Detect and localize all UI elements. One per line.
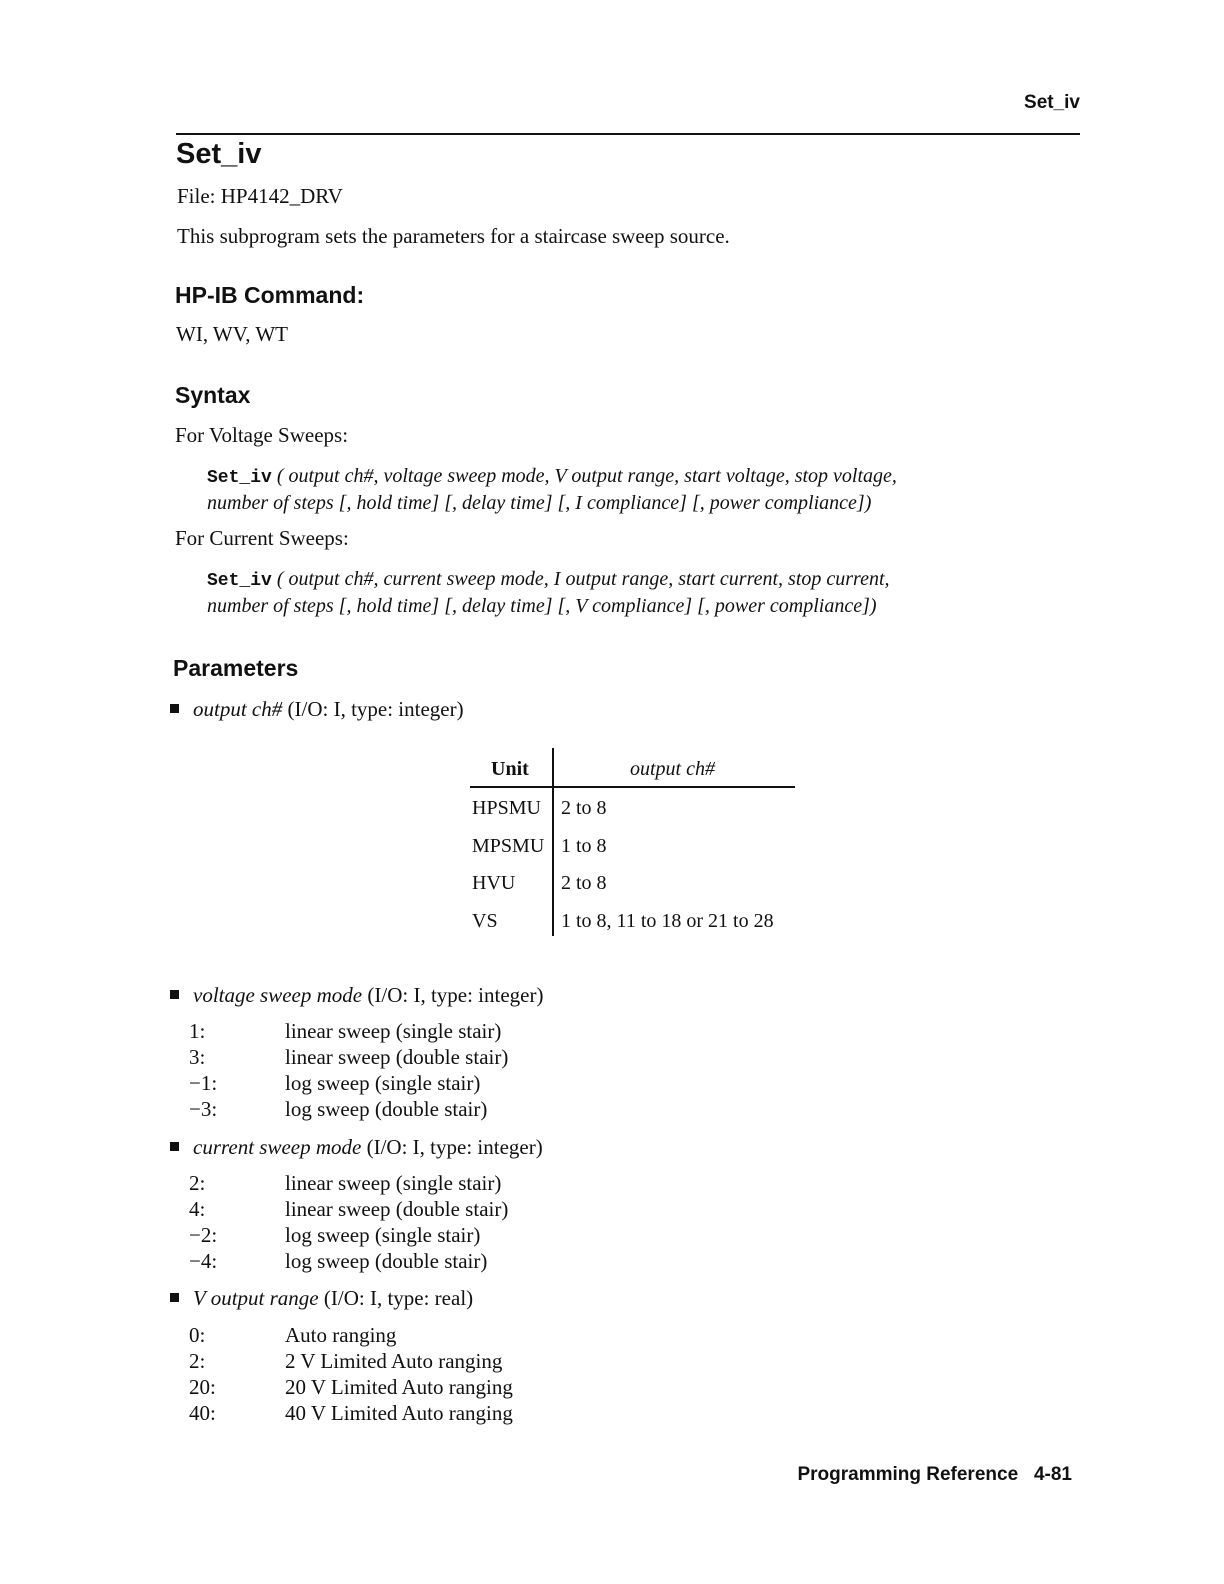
table-cell-unit: HPSMU	[472, 797, 541, 819]
param-type: (I/O: I, type: real)	[323, 1286, 474, 1310]
page-footer: Programming Reference 4-81	[797, 1464, 1072, 1485]
list-item: −4: log sweep (double stair)	[189, 1249, 488, 1273]
current-syntax	[207, 567, 1067, 619]
bullet-icon	[170, 1142, 179, 1151]
list-item: 4: linear sweep (double stair)	[189, 1197, 509, 1221]
file-line: File: HP4142_DRV	[177, 184, 343, 208]
param-current-sweep-mode	[170, 1135, 543, 1160]
syntax-heading: Syntax	[175, 382, 251, 408]
voltage-syntax	[207, 464, 1067, 516]
current-sweep-mode-values	[189, 1170, 508, 1274]
table-cell-value: 2 to 8	[561, 797, 607, 819]
function-name: Set_iv	[207, 571, 272, 591]
v-output-range-values	[189, 1322, 513, 1426]
list-item: 1: linear sweep (single stair)	[189, 1019, 502, 1043]
table-cell-value: 2 to 8	[561, 872, 607, 894]
parameters-heading: Parameters	[173, 655, 299, 681]
param-name: output ch#	[193, 697, 283, 721]
bullet-icon	[170, 704, 179, 713]
table-cell-value: 1 to 8	[561, 835, 607, 857]
voltage-syntax-line1: ( output ch#, voltage sweep mode, V output range, start voltage, stop voltage,	[276, 465, 897, 487]
current-sweeps-label: For Current Sweeps:	[175, 526, 349, 550]
page-title: Set_iv	[176, 138, 262, 170]
voltage-sweep-mode-values	[189, 1018, 508, 1122]
list-item: 2: linear sweep (single stair)	[189, 1171, 502, 1195]
list-item: 3: linear sweep (double stair)	[189, 1045, 509, 1069]
running-head: Set_iv	[1024, 92, 1080, 113]
param-name: voltage sweep mode	[193, 983, 363, 1007]
param-type: (I/O: I, type: integer)	[367, 983, 544, 1007]
current-syntax-line1: ( output ch#, current sweep mode, I output range, start current, stop current,	[276, 568, 890, 590]
bullet-icon	[170, 990, 179, 999]
header-rule	[176, 133, 1080, 135]
list-item: 0: Auto ranging	[189, 1323, 397, 1347]
current-syntax-line2: number of steps [, hold time] [, delay time] [, V compliance] [, power compliance])	[207, 595, 877, 617]
description: This subprogram sets the parameters for a staircase sweep source.	[177, 224, 730, 248]
function-name: Set_iv	[207, 468, 272, 488]
list-item: −2: log sweep (single stair)	[189, 1223, 481, 1247]
param-type: (I/O: I, type: integer)	[287, 697, 464, 721]
param-name: current sweep mode	[193, 1135, 362, 1159]
hpib-heading: HP-IB Command:	[175, 282, 365, 308]
table-cell-unit: VS	[472, 910, 498, 932]
hpib-commands: WI, WV, WT	[176, 322, 288, 346]
voltage-sweeps-label: For Voltage Sweeps:	[175, 423, 349, 447]
list-item: 40: 40 V Limited Auto ranging	[189, 1401, 513, 1425]
voltage-syntax-line2: number of steps [, hold time] [, delay time] [, I compliance] [, power compliance])	[207, 492, 872, 514]
list-item: 2: 2 V Limited Auto ranging	[189, 1349, 503, 1373]
table-header-rule	[470, 786, 795, 788]
param-voltage-sweep-mode	[170, 983, 543, 1008]
param-name: V output range	[193, 1286, 319, 1310]
param-type: (I/O: I, type: integer)	[366, 1135, 543, 1159]
table-cell-unit: HVU	[472, 872, 516, 894]
bullet-icon	[170, 1293, 179, 1302]
param-output-ch	[170, 697, 464, 722]
table-header-unit: Unit	[491, 758, 529, 780]
list-item: −3: log sweep (double stair)	[189, 1097, 488, 1121]
table-cell-unit: MPSMU	[472, 835, 545, 857]
list-item: −1: log sweep (single stair)	[189, 1071, 481, 1095]
table-cell-value: 1 to 8, 11 to 18 or 21 to 28	[561, 910, 774, 932]
param-v-output-range	[170, 1286, 473, 1311]
table-column-rule	[552, 748, 554, 936]
list-item: 20: 20 V Limited Auto ranging	[189, 1375, 513, 1399]
table-header-value: output ch#	[630, 758, 715, 780]
